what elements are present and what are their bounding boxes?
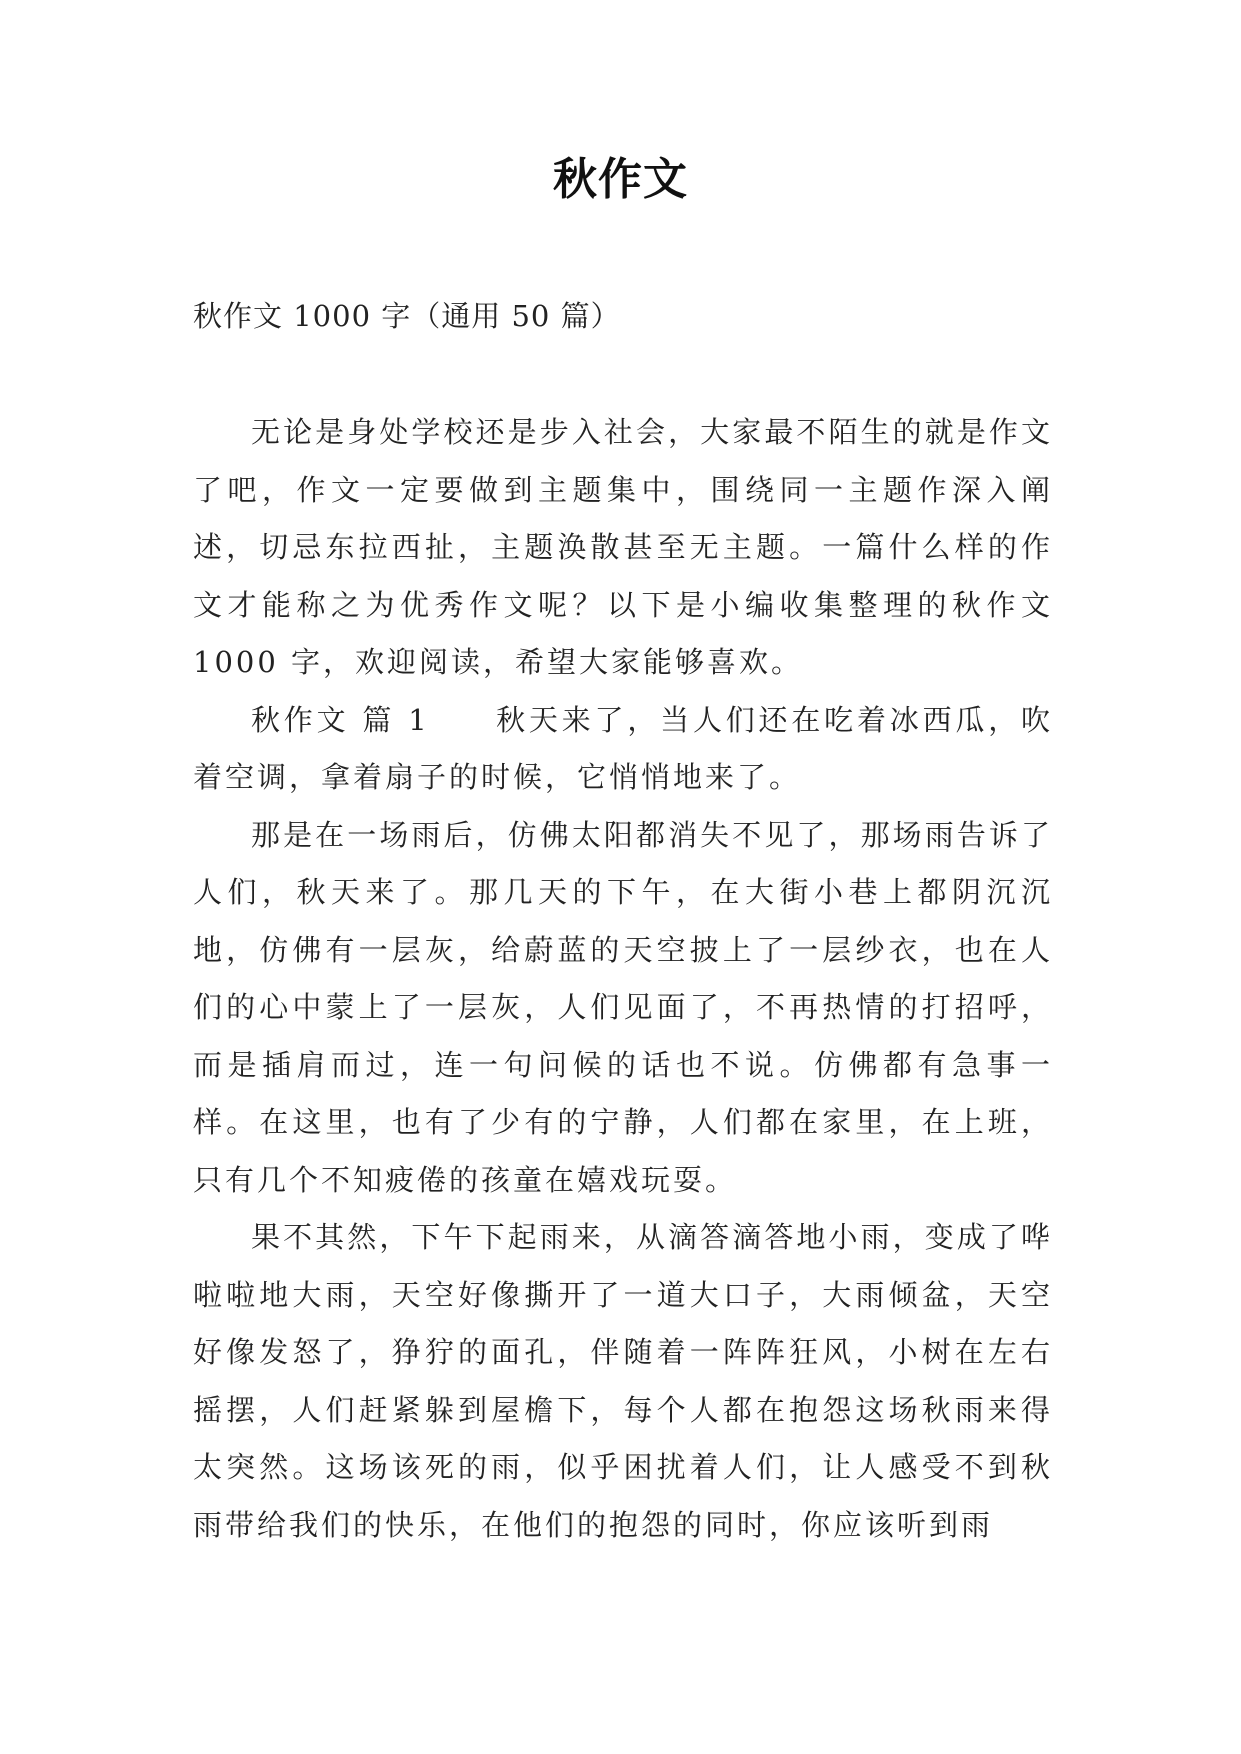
paragraph-rain-aftermath: 那是在一场雨后，仿佛太阳都消失不见了，那场雨告诉了人们，秋天来了。那几天的下午，在大街小巷上都阴沉沉地，仿佛有一层灰，给蔚蓝的天空披上了一层纱衣，也在人们的心中蒙上了一层灰，人们见面了，不再热情的打招呼，而是插肩而过，连一句问候的话也不说。仿佛都有急事一样。在这里，也有了少有的宁静，人们都在家里，在上班，只有几个不知疲倦的孩童在嬉戏玩耍。 xyxy=(193,817,1053,1197)
paragraph-afternoon-rain: 果不其然，下午下起雨来，从滴答滴答地小雨，变成了哗啦啦地大雨，天空好像撕开了一道大口子，大雨倾盆，天空好像发怒了，狰狞的面孔，伴随着一阵阵狂风，小树在左右摇摆，人们赶紧躲到屋檐下，每个人都在抱怨这场秋雨来得太突然。这场该死的雨，似乎困扰着人们，让人感受不到秋雨带给我们的快乐，在他们的抱怨的同时，你应该听到雨 xyxy=(193,1220,1053,1542)
paragraph-intro: 无论是身处学校还是步入社会，大家最不陌生的就是作文了吧，作文一定要做到主题集中，围绕同一主题作深入阐述，切忌东拉西扯，主题涣散甚至无主题。一篇什么样的作文才能称之为优秀作文呢？以下是小编收集整理的秋作文 1000 字，欢迎阅读，希望大家能够喜欢。 xyxy=(193,415,1053,679)
document-title: 秋作文 xyxy=(553,154,688,205)
document-subtitle: 秋作文 1000 字（通用 50 篇） xyxy=(193,299,621,333)
document-body xyxy=(193,404,1053,1554)
paragraph-essay-1-opening: 秋作文 篇 1 秋天来了，当人们还在吃着冰西瓜，吹着空调，拿着扇子的时候，它悄悄地来了。 xyxy=(193,702,1053,794)
